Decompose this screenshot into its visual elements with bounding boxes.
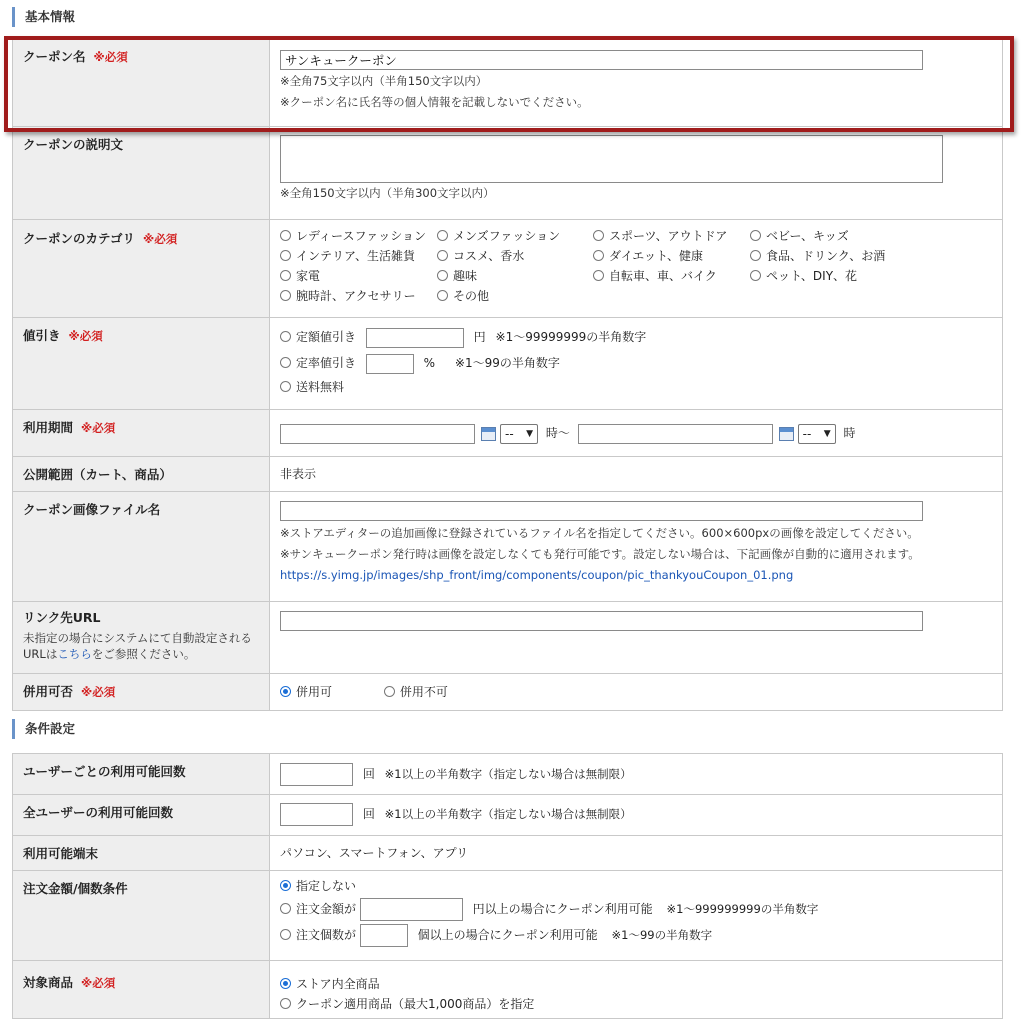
target-specific-line[interactable]: クーポン適用商品（最大1,000商品）を指定 xyxy=(280,994,992,1014)
per-user-count-input[interactable] xyxy=(280,763,353,786)
required-mark: ※必須 xyxy=(93,50,128,64)
category-options xyxy=(280,226,992,306)
radio-icon xyxy=(750,270,761,281)
radio-icon xyxy=(593,250,604,261)
radio-icon xyxy=(280,230,291,241)
all-users-label-cell xyxy=(13,795,270,836)
combined-label-cell xyxy=(13,674,270,711)
conditions-table xyxy=(12,753,1003,1019)
category-option[interactable]: その他 xyxy=(437,286,593,306)
row-visibility xyxy=(13,457,1003,492)
required-mark: ※必須 xyxy=(81,685,116,699)
visibility-label: 公開範囲（カート、商品） xyxy=(23,467,172,482)
discount-fixed-input[interactable] xyxy=(366,328,464,348)
description-value-cell xyxy=(270,127,1003,220)
devices-label-cell xyxy=(13,836,270,871)
description-textarea[interactable] xyxy=(280,135,943,183)
image-label-cell xyxy=(13,492,270,602)
per-user-label-cell xyxy=(13,754,270,795)
radio-icon xyxy=(437,290,448,301)
order-count-note: ※1～99の半角数字 xyxy=(611,928,713,942)
section-title-conditions: 条件設定 xyxy=(12,719,75,739)
target-all-line[interactable]: ストア内全商品 xyxy=(280,974,992,994)
row-category xyxy=(13,220,1003,318)
category-option[interactable]: コスメ、香水 xyxy=(437,246,593,266)
radio-icon xyxy=(750,230,761,241)
order-amount-input[interactable] xyxy=(360,898,463,921)
image-value-cell xyxy=(270,492,1003,602)
order-condition-amount-radio[interactable] xyxy=(280,903,291,914)
per-user-line xyxy=(280,763,992,786)
discount-fixed-note: ※1～99999999の半角数字 xyxy=(495,330,647,344)
row-link xyxy=(13,602,1003,674)
category-option[interactable]: ベビー、キッズ xyxy=(750,226,930,246)
coupon-name-value-cell xyxy=(270,39,1003,127)
row-coupon-name xyxy=(13,39,1003,127)
per-user-value-cell xyxy=(270,754,1003,795)
devices-value: パソコン、スマートフォン、アプリ xyxy=(280,846,469,860)
discount-rate-unit: % xyxy=(423,356,436,370)
category-label-cell xyxy=(13,220,270,318)
category-option[interactable]: 家電 xyxy=(280,266,437,286)
discount-rate-input[interactable] xyxy=(366,354,414,374)
row-description xyxy=(13,127,1003,220)
radio-icon xyxy=(437,270,448,281)
row-all-users xyxy=(13,795,1003,836)
order-condition-label: 注文金額/個数条件 xyxy=(23,881,128,896)
chevron-down-icon: ▼ xyxy=(526,428,533,439)
discount-label: 値引き xyxy=(23,328,61,343)
coupon-name-note-length: ※全角75文字以内（半角150文字以内） xyxy=(280,74,488,88)
target-specific-radio[interactable] xyxy=(280,998,291,1009)
all-users-unit: 回 xyxy=(362,807,375,821)
description-note: ※全角150文字以内（半角300文字以内） xyxy=(280,186,495,200)
order-condition-none-line[interactable]: 指定しない xyxy=(280,876,992,896)
category-label: クーポンのカテゴリ xyxy=(23,231,136,246)
all-users-note: ※1以上の半角数字（指定しない場合は無制限） xyxy=(384,807,632,821)
link-value-cell xyxy=(270,602,1003,674)
period-end-hour-select[interactable]: -- ▼ xyxy=(798,424,836,444)
radio-icon xyxy=(593,270,604,281)
period-line xyxy=(280,423,992,443)
radio-icon xyxy=(280,290,291,301)
discount-free-shipping-line[interactable] xyxy=(280,377,992,397)
link-help-here-link[interactable]: こちら xyxy=(57,647,92,661)
devices-label: 利用可能端末 xyxy=(23,846,99,861)
all-users-count-input[interactable] xyxy=(280,803,353,826)
target-value-cell xyxy=(270,961,1003,1019)
link-label-cell xyxy=(13,602,270,674)
combined-deny-radio[interactable] xyxy=(384,686,395,697)
link-url-input[interactable] xyxy=(280,611,923,631)
row-target xyxy=(13,961,1003,1019)
per-user-label: ユーザーごとの利用可能回数 xyxy=(23,764,186,779)
calendar-icon[interactable] xyxy=(481,427,496,441)
image-label: クーポン画像ファイル名 xyxy=(23,502,161,517)
combined-deny-option[interactable]: 併用不可 xyxy=(384,685,448,699)
discount-value-cell xyxy=(270,318,1003,410)
basic-info-table xyxy=(12,38,1003,711)
order-amount-suffix: 円以上の場合にクーポン利用可能 xyxy=(472,902,653,916)
order-condition-count-radio[interactable] xyxy=(280,929,291,940)
radio-icon xyxy=(437,250,448,261)
category-option[interactable]: 自転車、車、バイク xyxy=(593,266,750,286)
per-user-unit: 回 xyxy=(362,767,375,781)
image-default-url-link[interactable]: https://s.yimg.jp/images/shp_front/img/components/coupon/pic_thankyouCoupon_01.png xyxy=(280,568,794,582)
discount-rate-line xyxy=(280,353,992,377)
section-title-basic: 基本情報 xyxy=(12,7,75,27)
target-label: 対象商品 xyxy=(23,975,74,990)
combined-value-cell xyxy=(270,674,1003,711)
order-amount-note: ※1～999999999の半角数字 xyxy=(666,902,819,916)
radio-icon xyxy=(593,230,604,241)
row-period xyxy=(13,410,1003,457)
order-condition-count-line: 注文個数が 個以上の場合にクーポン利用可能 ※1～99の半角数字 xyxy=(280,922,992,948)
combined-label: 併用可否 xyxy=(23,684,74,699)
all-users-value-cell xyxy=(270,795,1003,836)
image-note-default: ※サンキュークーポン発行時は画像を設定しなくても発行可能です。設定しない場合は、下記画像が自動的に適用されます。 xyxy=(280,547,920,561)
discount-label-cell xyxy=(13,318,270,410)
row-discount xyxy=(13,318,1003,410)
discount-free-shipping-radio[interactable] xyxy=(280,381,291,392)
coupon-name-input[interactable] xyxy=(280,50,923,70)
chevron-down-icon: ▼ xyxy=(823,428,831,439)
period-label: 利用期間 xyxy=(23,420,74,435)
row-image xyxy=(13,492,1003,602)
order-condition-label-cell xyxy=(13,871,270,961)
order-condition-amount-line: 注文金額が 円以上の場合にクーポン利用可能 ※1～999999999の半角数字 xyxy=(280,896,992,922)
radio-icon xyxy=(437,230,448,241)
link-label: リンク先URL xyxy=(23,610,101,625)
category-option[interactable]: インテリア、生活雑貨 xyxy=(280,246,437,266)
combined-allow-option[interactable]: 併用可 xyxy=(280,685,332,699)
discount-fixed-line xyxy=(280,327,992,350)
category-option[interactable]: レディースファッション xyxy=(280,226,437,246)
visibility-label-cell xyxy=(13,457,270,492)
category-option[interactable]: ダイエット、健康 xyxy=(593,246,750,266)
coupon-name-label: クーポン名 xyxy=(23,49,86,64)
row-devices xyxy=(13,836,1003,871)
coupon-name-note-privacy: ※クーポン名に氏名等の個人情報を記載しないでください。 xyxy=(280,95,589,109)
visibility-value: 非表示 xyxy=(280,467,317,481)
row-combined xyxy=(13,674,1003,711)
period-start-hour-select[interactable]: -- ▼ xyxy=(500,424,538,444)
discount-rate-label: 定率値引き xyxy=(296,356,357,370)
target-label-cell xyxy=(13,961,270,1019)
all-users-label: 全ユーザーの利用可能回数 xyxy=(23,805,174,820)
category-option[interactable]: メンズファッション xyxy=(437,226,593,246)
radio-icon xyxy=(750,250,761,261)
period-end-date-input[interactable] xyxy=(578,424,773,444)
radio-icon xyxy=(280,250,291,261)
per-user-note: ※1以上の半角数字（指定しない場合は無制限） xyxy=(384,767,632,781)
required-mark: ※必須 xyxy=(81,976,116,990)
category-option[interactable]: 腕時計、アクセサリー xyxy=(280,286,437,306)
period-start-date-input[interactable] xyxy=(280,424,475,444)
calendar-icon[interactable] xyxy=(779,427,794,441)
all-users-line xyxy=(280,803,992,826)
description-label-cell xyxy=(13,127,270,220)
order-condition-value-cell xyxy=(270,871,1003,961)
discount-fixed-label: 定額値引き xyxy=(296,330,357,344)
category-value-cell xyxy=(270,220,1003,318)
image-note-filename: ※ストアエディターの追加画像に登録されているファイル名を指定してください。600×600pxの画像を設定してください。 xyxy=(280,526,919,540)
category-option[interactable]: スポーツ、アウトドア xyxy=(593,226,750,246)
period-end-suffix: 時 xyxy=(843,426,856,440)
category-option[interactable]: 食品、ドリンク、お酒 xyxy=(750,246,930,266)
visibility-value-cell xyxy=(270,457,1003,492)
link-help-text: 未指定の場合にシステムにて自動設定されるURLはこちらをご参照ください。 xyxy=(23,631,252,661)
description-label: クーポンの説明文 xyxy=(23,137,124,152)
category-option[interactable]: 趣味 xyxy=(437,266,593,286)
row-order-condition xyxy=(13,871,1003,961)
required-mark: ※必須 xyxy=(68,329,103,343)
order-count-suffix: 個以上の場合にクーポン利用可能 xyxy=(417,928,598,942)
image-filename-input[interactable] xyxy=(280,501,923,521)
radio-icon xyxy=(280,270,291,281)
period-value-cell xyxy=(270,410,1003,457)
order-count-input[interactable] xyxy=(360,924,408,947)
devices-value-cell xyxy=(270,836,1003,871)
period-start-suffix: 時～ xyxy=(545,426,570,440)
coupon-name-label-cell xyxy=(13,39,270,127)
discount-rate-radio[interactable] xyxy=(280,357,291,368)
required-mark: ※必須 xyxy=(81,421,116,435)
order-condition-none-radio[interactable] xyxy=(280,880,291,891)
discount-fixed-unit: 円 xyxy=(473,330,486,344)
discount-free-shipping-label: 送料無料 xyxy=(296,380,345,394)
combined-allow-radio[interactable] xyxy=(280,686,291,697)
combined-options xyxy=(280,682,992,702)
category-option[interactable]: ペット、DIY、花 xyxy=(750,266,930,286)
target-all-radio[interactable] xyxy=(280,978,291,989)
discount-rate-note: ※1～99の半角数字 xyxy=(454,356,560,370)
required-mark: ※必須 xyxy=(143,232,178,246)
row-per-user xyxy=(13,754,1003,795)
period-label-cell xyxy=(13,410,270,457)
discount-fixed-radio[interactable] xyxy=(280,331,291,342)
